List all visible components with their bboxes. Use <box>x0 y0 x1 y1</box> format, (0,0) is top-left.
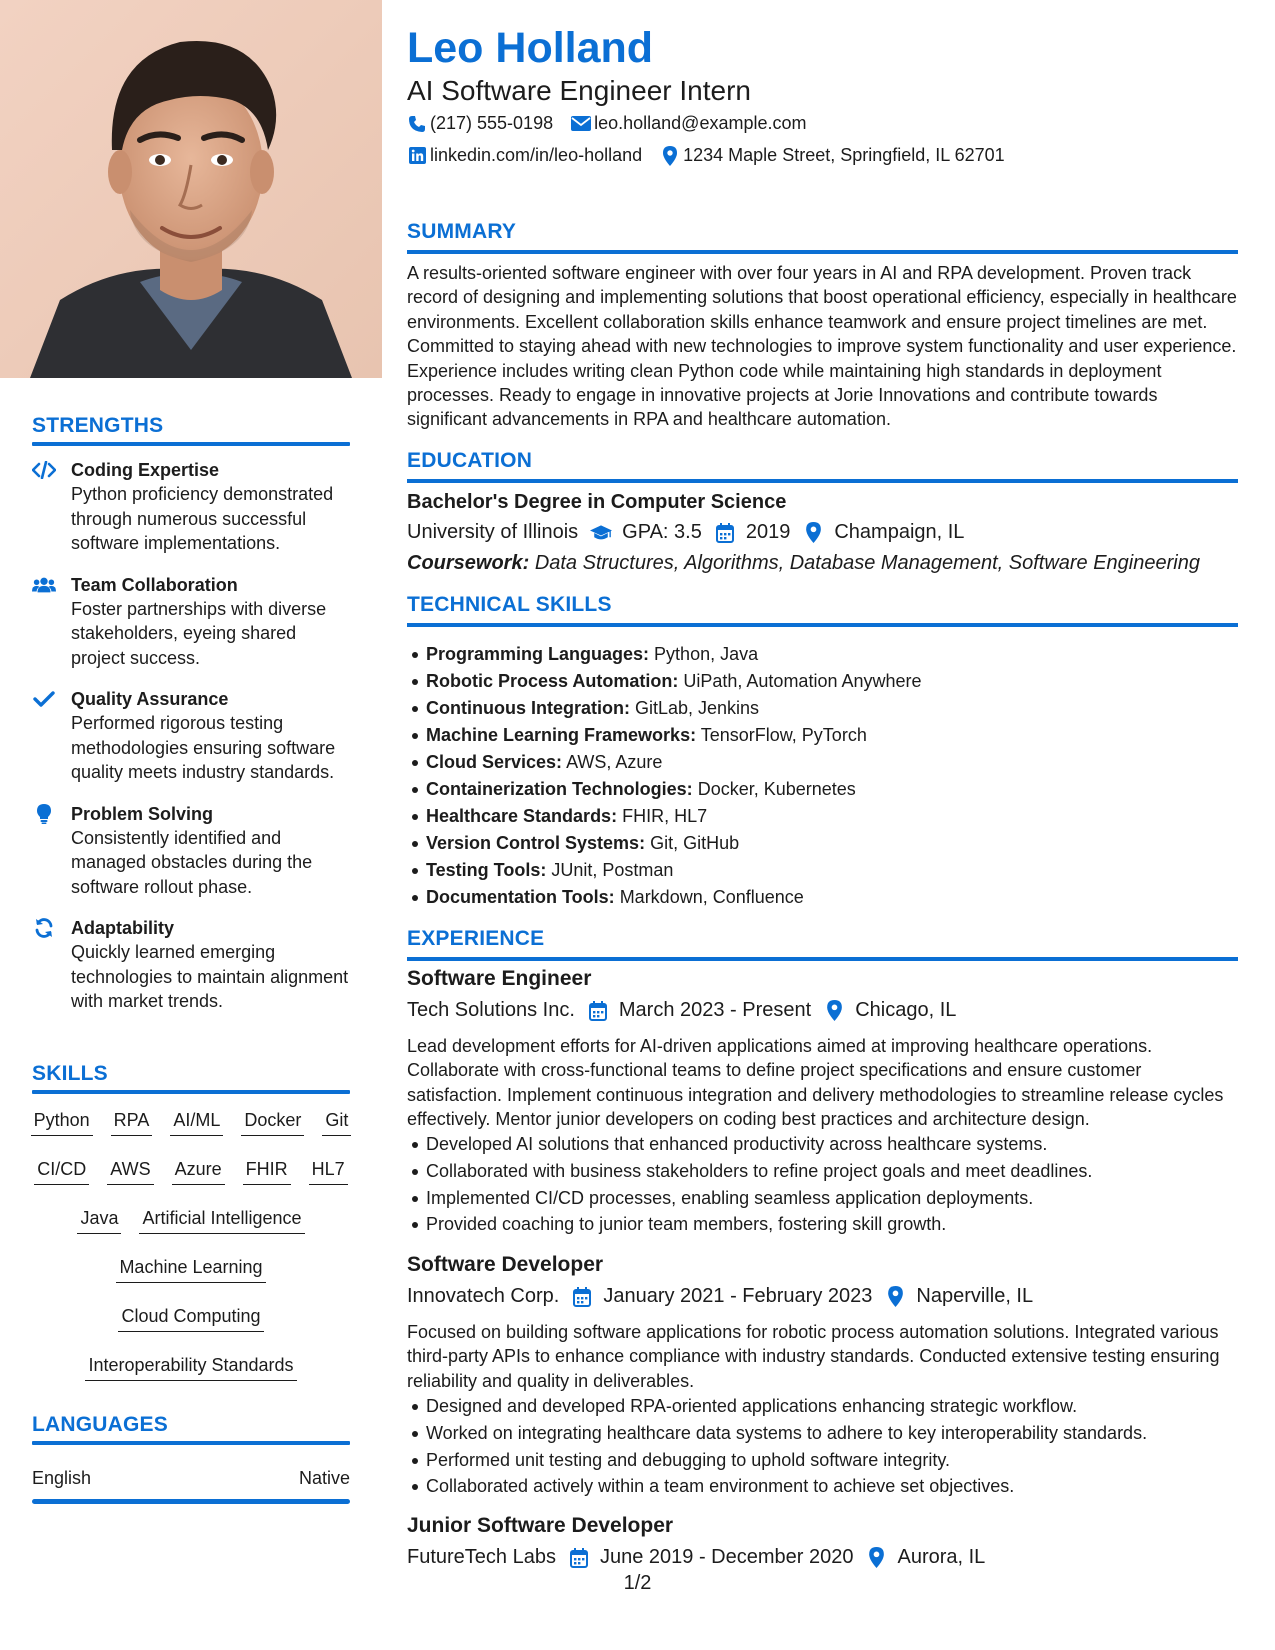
linkedin-url[interactable]: linkedin.com/in/leo-holland <box>430 145 643 165</box>
strengths-list <box>32 458 354 1031</box>
strength-description: Performed rigorous testing methodologies ensuring software quality meets industry standards. <box>71 713 336 782</box>
job-description: Focused on building software applications for robotic process automation solutions. Integrated various third-party APIs to enhance compliance with industry standards. Conducted extensive testing ensuring reliability and quality in deliverables. <box>407 1322 1220 1391</box>
left-sidebar <box>0 0 382 1650</box>
list-item: Developed AI solutions that enhanced productivity across healthcare systems. <box>426 1131 1236 1158</box>
strength-description: Python proficiency demonstrated through numerous successful software implementations. <box>71 484 334 553</box>
skill-tag: Java <box>77 1206 121 1234</box>
school-name: University of Illinois <box>407 521 579 543</box>
skills-row <box>32 1206 350 1234</box>
language-name: English <box>32 1468 92 1488</box>
graduation-year: 2019 <box>745 521 791 543</box>
list-item: Collaborated actively within a team environment to achieve set objectives. <box>426 1473 1236 1500</box>
coursework <box>407 552 1200 575</box>
list-item <box>426 830 1226 857</box>
skill-tag: Python <box>31 1108 93 1136</box>
skill-values: AWS, Azure <box>566 752 663 772</box>
job-description: Lead development efforts for AI-driven applications aimed at improving healthcare operations. Collaborate with cross-functional teams to define project specifications and ensure customer satisfaction. Implement continuous integration and delivery methodologies to streamline release cycles effectively. Mentor junior developers on coding best practices and architecture design. <box>407 1036 1224 1130</box>
code-icon <box>32 460 56 480</box>
skill-values: UiPath, Automation Anywhere <box>683 671 922 691</box>
languages-heading: LANGUAGES <box>32 1413 168 1436</box>
profile-photo <box>0 0 382 378</box>
list-item <box>426 884 1226 911</box>
graduation-cap-icon <box>590 522 612 544</box>
candidate-name: Leo Holland <box>407 24 654 72</box>
education-heading: EDUCATION <box>407 449 533 472</box>
list-item <box>426 641 1226 668</box>
calendar-icon <box>571 1286 593 1308</box>
skill-tag: Azure <box>172 1157 225 1185</box>
skill-tag: Cloud Computing <box>118 1304 263 1332</box>
linkedin-icon <box>407 146 427 166</box>
skill-values: JUnit, Postman <box>551 860 674 880</box>
skill-category: Robotic Process Automation: <box>426 671 679 691</box>
skills-heading: SKILLS <box>32 1062 108 1085</box>
phone-icon <box>407 114 427 134</box>
location-pin-icon <box>802 522 824 544</box>
job-dates: January 2021 - February 2023 <box>603 1285 873 1307</box>
address-text: 1234 Maple Street, Springfield, IL 62701 <box>683 145 1005 165</box>
company-name: Innovatech Corp. <box>407 1285 560 1307</box>
list-item: Worked on integrating healthcare data systems to adhere to key interoperability standards. <box>426 1420 1236 1447</box>
coursework-list: Data Structures, Algorithms, Database Management, Software Engineering <box>534 552 1200 574</box>
skill-tag: AWS <box>107 1157 153 1185</box>
skill-tag: Interoperability Standards <box>85 1353 296 1381</box>
company-name: Tech Solutions Inc. <box>407 999 575 1021</box>
phone-contact <box>407 113 553 134</box>
strength-item <box>32 916 354 1014</box>
skill-values: Docker, Kubernetes <box>697 779 856 799</box>
contact-row <box>407 145 1023 166</box>
language-item <box>32 1468 350 1489</box>
page-number: 1/2 <box>623 1572 652 1594</box>
strength-description: Consistently identified and managed obstacles during the software rollout phase. <box>71 827 313 897</box>
skill-tag: CI/CD <box>34 1157 89 1185</box>
company-name: FutureTech Labs <box>407 1546 556 1568</box>
job-achievements <box>426 1131 1236 1238</box>
skill-tag: Artificial Intelligence <box>139 1206 304 1234</box>
job-location: Aurora, IL <box>897 1546 986 1568</box>
strength-title: Team Collaboration <box>71 574 238 595</box>
list-item: Designed and developed RPA-oriented applications enhancing strategic workflow. <box>426 1393 1236 1420</box>
skill-tag: Machine Learning <box>116 1255 265 1283</box>
summary-divider <box>407 250 1238 254</box>
skill-values: GitLab, Jenkins <box>634 698 760 718</box>
skill-category: Version Control Systems: <box>426 833 646 853</box>
skill-category: Healthcare Standards: <box>426 806 618 826</box>
strength-title: Quality Assurance <box>71 689 229 709</box>
degree-title: Bachelor's Degree in Computer Science <box>407 491 787 513</box>
summary-text: A results-oriented software engineer with over four years in AI and RPA development. Proven track record of designing and implementing solutions that boost operational efficiency, especially in healthcare environments. Excellent collaboration skills enhance teamwork and ensure project timelines are met. Committed to staying ahead with new technologies to improve system functionality and user experience. Experience includes writing clean Python code while maintaining high standards in deployment processes. Ready to engage in innovative projects at Jorie Innovations and contribute towards significant advancements in RPA and healthcare automation. <box>407 263 1237 430</box>
skill-category: Cloud Services: <box>426 752 563 772</box>
strength-item <box>32 458 354 556</box>
candidate-title: AI Software Engineer Intern <box>407 75 751 106</box>
list-item <box>426 668 1226 695</box>
skills-row <box>32 1353 350 1381</box>
language-proficiency-bar <box>32 1499 350 1504</box>
list-item: Implemented CI/CD processes, enabling seamless application deployments. <box>426 1185 1236 1212</box>
strength-title: Adaptability <box>71 918 175 938</box>
skill-category: Containerization Technologies: <box>426 779 693 799</box>
skill-values: Python, Java <box>654 644 759 664</box>
education-meta <box>407 521 964 544</box>
strength-description: Quickly learned emerging technologies to maintain alignment with market trends. <box>71 942 349 1011</box>
phone-number[interactable]: (217) 555-0198 <box>430 113 554 133</box>
list-item: Provided coaching to junior team members, fostering skill growth. <box>426 1211 1236 1238</box>
location-pin-icon <box>884 1286 906 1308</box>
strengths-divider <box>32 442 350 446</box>
list-item: Performed unit testing and debugging to uphold software integrity. <box>426 1447 1236 1474</box>
email-icon <box>571 114 591 134</box>
experience-divider <box>407 957 1238 961</box>
job-title: Software Engineer <box>407 967 592 990</box>
strengths-heading: STRENGTHS <box>32 414 164 437</box>
list-item <box>426 749 1226 776</box>
strength-title: Problem Solving <box>71 803 214 824</box>
strength-item <box>32 687 354 785</box>
calendar-icon <box>714 522 736 544</box>
skill-category: Programming Languages: <box>426 644 650 664</box>
list-item: Collaborated with business stakeholders to refine project goals and meet deadlines. <box>426 1158 1236 1185</box>
sync-icon <box>32 918 56 938</box>
contact-row <box>407 113 824 134</box>
skill-tag: Git <box>322 1108 351 1136</box>
users-icon <box>32 575 56 595</box>
job-meta <box>407 1546 985 1569</box>
job-title: Junior Software Developer <box>407 1514 674 1537</box>
skill-tag: FHIR <box>243 1157 291 1185</box>
strength-description: Foster partnerships with diverse stakeholders, eyeing shared project success. <box>71 598 327 668</box>
technical-skills-divider <box>407 623 1238 627</box>
skill-tag: AI/ML <box>170 1108 223 1136</box>
languages-divider <box>32 1441 350 1445</box>
list-item <box>426 857 1226 884</box>
skill-category: Continuous Integration: <box>426 698 630 718</box>
job-meta <box>407 999 956 1022</box>
skills-row <box>32 1255 350 1283</box>
calendar-icon <box>587 1000 609 1022</box>
skills-row <box>32 1304 350 1332</box>
job-achievements <box>426 1393 1236 1500</box>
job-dates: June 2019 - December 2020 <box>599 1546 854 1568</box>
skill-values: Markdown, Confluence <box>619 887 804 907</box>
lightbulb-icon <box>32 804 56 824</box>
skill-tag: RPA <box>111 1108 153 1136</box>
skills-row <box>32 1108 350 1136</box>
gpa-value: GPA: 3.5 <box>622 521 702 543</box>
job-dates: March 2023 - Present <box>618 999 812 1021</box>
job-location: Chicago, IL <box>855 999 957 1021</box>
experience-heading: EXPERIENCE <box>407 927 545 950</box>
calendar-icon <box>568 1547 590 1569</box>
list-item <box>426 776 1226 803</box>
skill-category: Testing Tools: <box>426 860 547 880</box>
email-contact <box>571 113 806 134</box>
education-divider <box>407 479 1238 483</box>
check-icon <box>32 689 56 709</box>
summary-heading: SUMMARY <box>407 220 517 243</box>
skill-tag: HL7 <box>309 1157 348 1185</box>
job-location: Naperville, IL <box>916 1285 1034 1307</box>
list-item <box>426 722 1226 749</box>
skill-category: Documentation Tools: <box>426 887 615 907</box>
location-pin-icon <box>865 1547 887 1569</box>
skill-values: FHIR, HL7 <box>622 806 708 826</box>
technical-skills-list <box>426 641 1226 911</box>
coursework-label: Coursework: <box>407 552 530 574</box>
linkedin-contact <box>407 145 642 166</box>
list-item <box>426 803 1226 830</box>
strength-item <box>32 802 354 900</box>
skills-row <box>32 1157 350 1185</box>
skills-tags <box>32 1108 350 1402</box>
skill-values: TensorFlow, PyTorch <box>700 725 867 745</box>
job-title: Software Developer <box>407 1253 604 1276</box>
school-location: Champaign, IL <box>834 521 965 543</box>
email-address[interactable]: leo.holland@example.com <box>594 113 807 133</box>
skill-tag: Docker <box>241 1108 304 1136</box>
strength-item <box>32 573 354 671</box>
location-pin-icon <box>660 146 680 166</box>
skill-category: Machine Learning Frameworks: <box>426 725 697 745</box>
language-level: Native <box>298 1468 350 1488</box>
technical-skills-heading: TECHNICAL SKILLS <box>407 593 612 616</box>
job-meta <box>407 1285 1033 1308</box>
strength-title: Coding Expertise <box>71 460 220 480</box>
address-contact <box>660 145 1005 166</box>
location-pin-icon <box>823 1000 845 1022</box>
skill-values: Git, GitHub <box>650 833 740 853</box>
list-item <box>426 695 1226 722</box>
skills-divider <box>32 1090 350 1094</box>
